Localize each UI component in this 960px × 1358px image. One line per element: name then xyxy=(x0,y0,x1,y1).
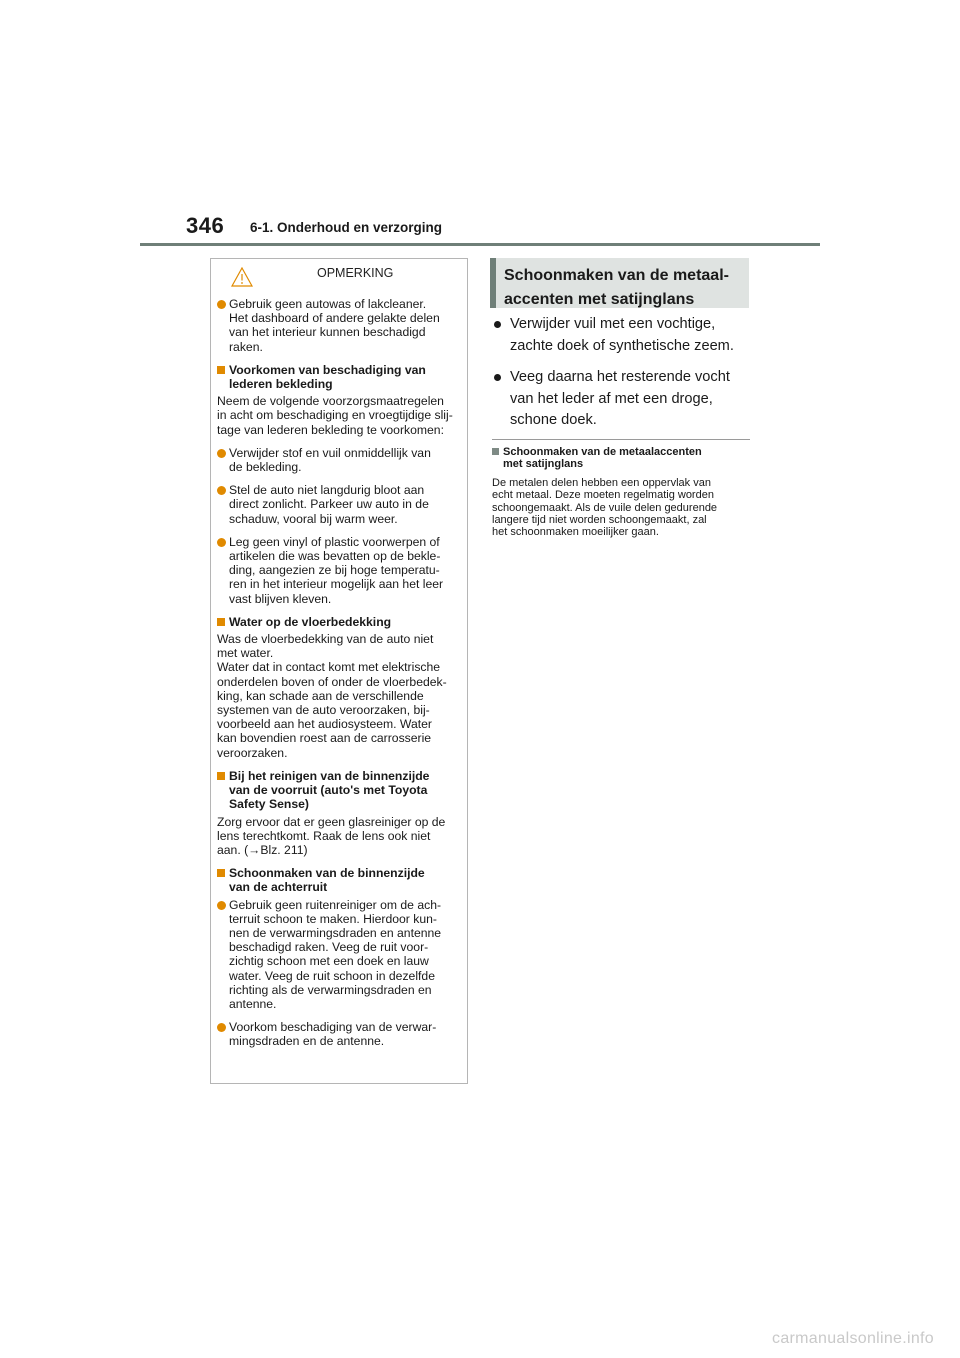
text-line: schoongemaakt. Als de vuile delen gedurende xyxy=(492,501,718,514)
text-line: Voorkomen van beschadiging van xyxy=(229,362,426,377)
text-line: van de voorruit (auto's met Toyota xyxy=(229,783,428,798)
text-line: echt metaal. Deze moeten regelmatig worden xyxy=(492,489,714,502)
text-line: Gebruik geen ruitenreiniger om de ach- xyxy=(229,897,442,912)
notice-bullet-item xyxy=(217,1020,455,1048)
notice-title: OPMERKING xyxy=(317,266,394,280)
text-line: zachte doek of synthetische zeem. xyxy=(510,337,734,354)
section-title: 6-1. Onderhoud en verzorging xyxy=(250,220,443,235)
text-line: voorbeeld aan het audiosysteem. Water xyxy=(217,717,432,732)
info-paragraph xyxy=(492,477,754,539)
text-line: van de achterruit xyxy=(229,880,328,895)
text-line: tage van lederen bekleding te voorkomen: xyxy=(217,422,444,437)
text-line: Water dat in contact komt met elektrische xyxy=(217,660,441,675)
notice-bullet-item xyxy=(217,898,455,1012)
notice-body xyxy=(217,289,455,1049)
text-line: Zorg ervoor dat er geen glasreiniger op de xyxy=(217,814,446,829)
section-heading xyxy=(490,258,749,308)
text-line: schone doek. xyxy=(510,412,597,428)
info-heading xyxy=(492,446,754,471)
text-line: lens terechtkomt. Raak de lens ook niet xyxy=(217,828,431,843)
page-number: 346 xyxy=(186,213,225,238)
notice-bullet-item xyxy=(217,483,455,526)
notice-subheading xyxy=(217,866,455,894)
text-line: Leg geen vinyl of plastic voorwerpen of xyxy=(229,534,440,549)
step-list xyxy=(492,314,752,442)
text-line: Water op de vloerbedekking xyxy=(229,614,392,629)
notice-header xyxy=(217,259,455,289)
text-line: beschadigd raken. Veeg de ruit voor- xyxy=(229,940,429,955)
header-rule xyxy=(140,243,820,246)
info-block xyxy=(492,446,754,539)
text-line: het schoonmaken moeilijker gaan. xyxy=(492,526,659,539)
text-line: Was de vloerbedekking van de auto niet xyxy=(217,632,434,647)
text-line: ren in het interieur mogelijk aan het leer xyxy=(229,577,444,592)
text-line: artikelen die was bevatten op de bekle- xyxy=(229,549,441,564)
text-line: king, kan schade aan de verschillende xyxy=(217,688,424,703)
notice-bullet-item xyxy=(217,535,455,606)
notice-paragraph xyxy=(217,394,455,437)
info-heading-line-1: Schoonmaken van de metaalaccenten xyxy=(503,446,702,458)
text-line: onderdelen boven of onder de vloerbedek- xyxy=(217,674,447,689)
text-line: Voorkom beschadiging van de verwar- xyxy=(229,1020,437,1035)
notice-subheading xyxy=(217,769,455,812)
notice-box xyxy=(210,258,468,1084)
text-line: aan. (→Blz. 211) xyxy=(217,842,308,857)
notice-bullet-item xyxy=(217,297,455,354)
text-line: lederen bekleding xyxy=(229,377,333,392)
text-line: zichtig schoon met een doek en lauw xyxy=(229,954,429,969)
text-line: Stel de auto niet langdurig bloot aan xyxy=(229,483,425,498)
text-line: Gebruik geen autowas of lakcleaner. xyxy=(229,297,427,311)
section-heading-line-2: accenten met satijnglans xyxy=(504,291,695,308)
notice-paragraph xyxy=(217,632,455,760)
text-line: direct zonlicht. Parkeer uw auto in de xyxy=(229,497,429,512)
text-line: langere tijd niet worden schoongemaakt, zal xyxy=(492,514,707,527)
info-divider xyxy=(492,439,750,440)
notice-subheading xyxy=(217,615,455,629)
text-line: water. Veeg de ruit schoon in dezelfde xyxy=(229,968,435,983)
text-line: Safety Sense) xyxy=(229,797,309,812)
text-line: Neem de volgende voorzorgsmaatregelen xyxy=(217,394,444,409)
section-heading-line-1: Schoonmaken van de metaal- xyxy=(504,267,729,284)
text-line: terruit schoon te maken. Hierdoor kun- xyxy=(229,911,437,926)
text-line: antenne. xyxy=(229,996,277,1011)
text-line: de bekleding. xyxy=(229,460,302,475)
notice-paragraph xyxy=(217,815,455,858)
text-line: Schoonmaken van de binnenzijde xyxy=(229,866,425,881)
text-line: Verwijder vuil met een vochtige, xyxy=(510,316,716,332)
text-line: systemen van de auto veroorzaken, bij- xyxy=(217,703,430,718)
notice-bullet-item xyxy=(217,446,455,474)
notice-subheading xyxy=(217,363,455,391)
text-line: met water. xyxy=(217,646,274,661)
text-line: in acht om beschadiging en vroegtijdige slij- xyxy=(217,408,453,423)
info-heading-line-2: met satijnglans xyxy=(503,458,584,471)
step-item xyxy=(492,367,752,432)
watermark: carmanualsonline.info xyxy=(772,1330,934,1347)
text-line: van het interieur kunnen beschadigd xyxy=(229,325,426,340)
text-line: Bij het reinigen van de binnenzijde xyxy=(229,768,430,783)
text-line: raken. xyxy=(229,339,263,354)
text-line: Verwijder stof en vuil onmiddellijk van xyxy=(229,445,431,460)
text-line: kan bovendien roest aan de carrosserie xyxy=(217,731,432,746)
step-item xyxy=(492,314,752,357)
text-line: Veeg daarna het resterende vocht xyxy=(510,369,730,385)
text-line: vast blijven kleven. xyxy=(229,591,332,606)
text-line: Het dashboard of andere gelakte delen xyxy=(229,311,440,326)
text-line: schaduw, vooral bij warm weer. xyxy=(229,511,398,526)
text-line: mingsdraden en de antenne. xyxy=(229,1034,385,1049)
text-line: nen de verwarmingsdraden en antenne xyxy=(229,925,442,940)
warning-triangle-icon xyxy=(231,267,253,287)
text-line: ding, aangezien ze bij hoge temperatu- xyxy=(229,563,440,578)
text-line: De metalen delen hebben een oppervlak van xyxy=(492,476,711,489)
text-line: veroorzaken. xyxy=(217,745,288,760)
text-line: van het leder af met een droge, xyxy=(510,390,713,407)
text-line: richting als de verwarmingsdraden en xyxy=(229,982,432,997)
